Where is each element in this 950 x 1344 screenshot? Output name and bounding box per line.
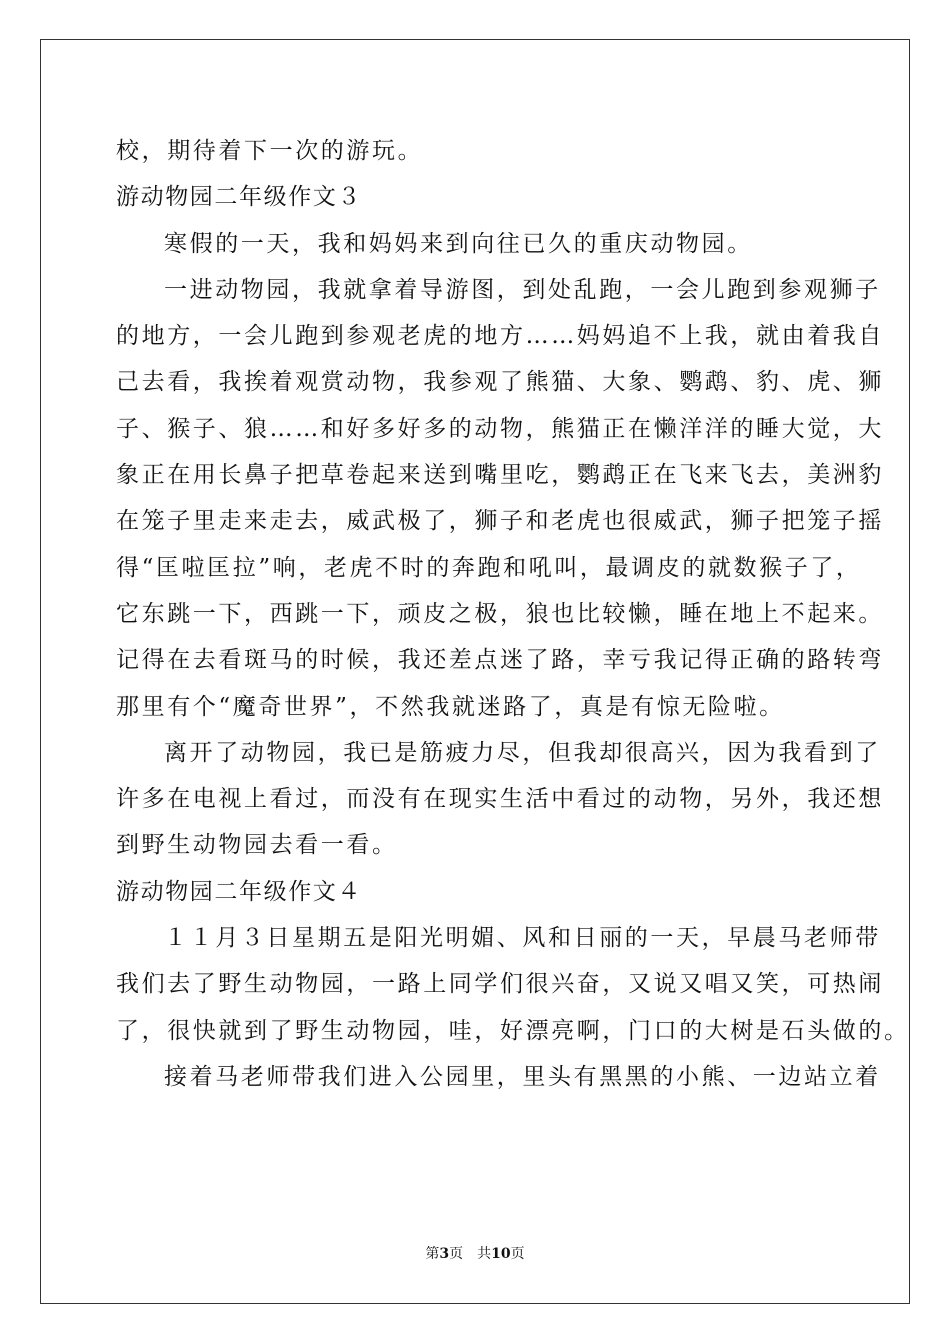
text-line: 了，很快就到了野生动物园，哇，好漂亮啊，门口的大树是石头做的。 <box>116 1017 910 1044</box>
text-line: 离开了动物园，我已是筋疲力尽，但我却很高兴，因为我看到了 <box>164 739 881 766</box>
total-label-suffix: 页 <box>510 1246 525 1262</box>
text-line: 在笼子里走来走去，威武极了，狮子和老虎也很威武，狮子把笼子摇 <box>116 508 884 535</box>
text-line: 象正在用长鼻子把草卷起来送到嘴里吃，鹦鹉正在飞来飞去，美洲豹 <box>116 462 884 489</box>
text-line: 子、猴子、狼……和好多好多的动物，熊猫正在懒洋洋的睡大觉，大 <box>116 415 884 442</box>
text-line: 许多在电视上看过，而没有在现实生活中看过的动物，另外，我还想 <box>116 786 884 813</box>
page-footer <box>0 1243 950 1263</box>
text-line: 记得在去看斑马的时候，我还差点迷了路，幸亏我记得正确的路转弯 <box>116 647 884 674</box>
text-line: 一进动物园，我就拿着导游图，到处乱跑，一会儿跑到参观狮子 <box>164 276 881 303</box>
text-line: 己去看，我挨着观赏动物，我参观了熊猫、大象、鹦鹉、豹、虎、狮 <box>116 369 884 396</box>
text-line: １１月３日星期五是阳光明媚、风和日丽的一天，早晨马老师带 <box>164 925 881 952</box>
text-line: 它东跳一下，西跳一下，顽皮之极，狼也比较懒，睡在地上不起来。 <box>116 600 884 627</box>
page-number: 3 <box>439 1246 450 1262</box>
page-label-prefix: 第 <box>425 1246 440 1262</box>
text-line: 那里有个“魔奇世界”，不然我就迷路了，真是有惊无险啦。 <box>116 693 785 720</box>
page-label-suffix: 页 <box>449 1246 464 1262</box>
total-label-prefix: 共 <box>477 1246 492 1262</box>
text-line: 到野生动物园去看一看。 <box>116 832 398 859</box>
text-line: 得“匡啦匡拉”响，老虎不时的奔跑和吼叫，最调皮的就数猴子了， <box>116 554 862 581</box>
section-heading: 游动物园二年级作文４ <box>116 878 362 905</box>
document-body <box>116 128 910 1100</box>
text-line: 接着马老师带我们进入公园里，里头有黑黑的小熊、一边站立着 <box>164 1063 881 1090</box>
text-line: 我们去了野生动物园，一路上同学们很兴奋，又说又唱又笑，可热闹 <box>116 971 884 998</box>
text-line: 寒假的一天，我和妈妈来到向往已久的重庆动物园。 <box>164 230 753 257</box>
text-line: 的地方，一会儿跑到参观老虎的地方……妈妈追不上我，就由着我自 <box>116 323 884 350</box>
total-pages: 10 <box>491 1246 511 1262</box>
text-line: 校，期待着下一次的游玩。 <box>116 138 424 164</box>
section-heading: 游动物园二年级作文３ <box>116 184 362 211</box>
